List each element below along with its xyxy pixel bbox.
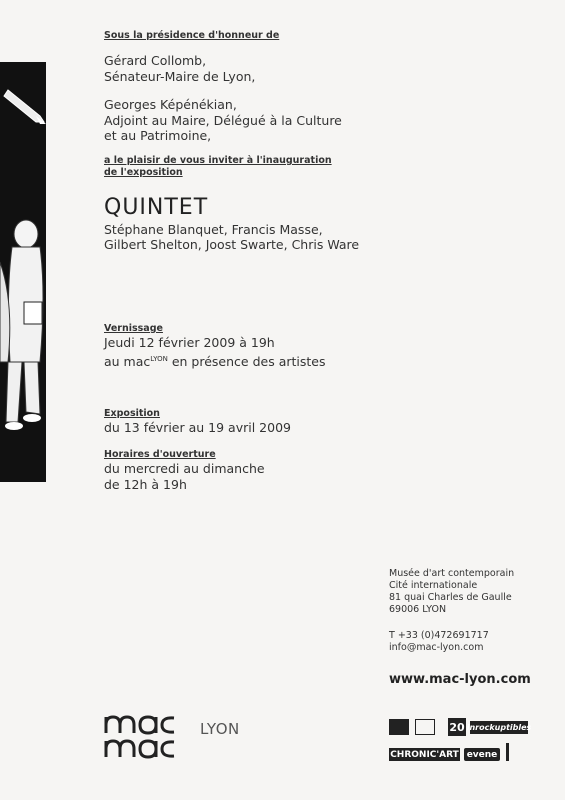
hours-time: de 12h à 19h	[104, 477, 187, 492]
comic-illustration	[0, 62, 46, 482]
vernissage-date: Jeudi 12 février 2009 à 19h	[104, 335, 275, 350]
museum-street: 81 quai Charles de Gaulle	[389, 592, 512, 603]
vernissage-place	[104, 351, 326, 370]
artists-line2: Gilbert Shelton, Joost Swarte, Chris Ware	[104, 237, 360, 252]
exposition-heading: Exposition	[104, 408, 160, 419]
museum-website-link[interactable]: www.mac-lyon.com	[389, 672, 531, 687]
honor-person2-title-line1: Adjoint au Maire, Délégué à la Culture	[104, 113, 342, 128]
ministry-logo-icon	[415, 719, 435, 735]
lesinrocks-logo: inrockuptibles	[466, 723, 532, 732]
hours-heading: Horaires d'ouverture	[104, 449, 216, 460]
exhibition-title: QUINTET	[104, 195, 209, 220]
vernissage-place-sup: LYON	[150, 355, 168, 363]
honor-person1-name: Gérard Collomb,	[104, 53, 207, 68]
honor-person1-title: Sénateur-Maire de Lyon,	[104, 69, 256, 84]
hours-days: du mercredi au dimanche	[104, 461, 265, 476]
museum-name: Musée d'art contemporain	[389, 568, 515, 579]
honor-heading: Sous la présidence d'honneur de	[104, 30, 280, 41]
museum-line2: Cité internationale	[389, 580, 478, 591]
museum-email: info@mac-lyon.com	[389, 642, 484, 653]
mac-logo	[104, 713, 204, 763]
mac-logo-mark	[104, 713, 200, 763]
mac-logo-city: LYON	[200, 720, 240, 738]
twenty-minutes-logo: 20	[448, 718, 466, 736]
evene-logo: evene	[464, 748, 500, 761]
vernissage-place-suffix: en présence des artistes	[167, 354, 326, 370]
honor-person2-name: Georges Képénékian,	[104, 97, 237, 112]
invite-line2: de l'exposition	[104, 167, 183, 178]
museum-city: 69006 LYON	[389, 604, 447, 615]
culture-radio-logo-icon	[506, 743, 528, 761]
chronicart-logo: CHRONIC'ART	[390, 749, 459, 760]
vernissage-heading: Vernissage	[104, 323, 163, 334]
comic-artwork-panel	[0, 62, 46, 482]
lyon-lion-logo-icon	[389, 719, 409, 735]
vernissage-place-prefix: au mac	[104, 354, 151, 370]
invite-line1: a le plaisir de vous inviter à l'inauguration	[104, 155, 332, 166]
artists-line1: Stéphane Blanquet, Francis Masse,	[104, 222, 323, 237]
exposition-dates: du 13 février au 19 avril 2009	[104, 420, 291, 435]
honor-person2-title-line2: et au Patrimoine,	[104, 128, 212, 143]
museum-phone: T +33 (0)472691717	[389, 630, 489, 641]
